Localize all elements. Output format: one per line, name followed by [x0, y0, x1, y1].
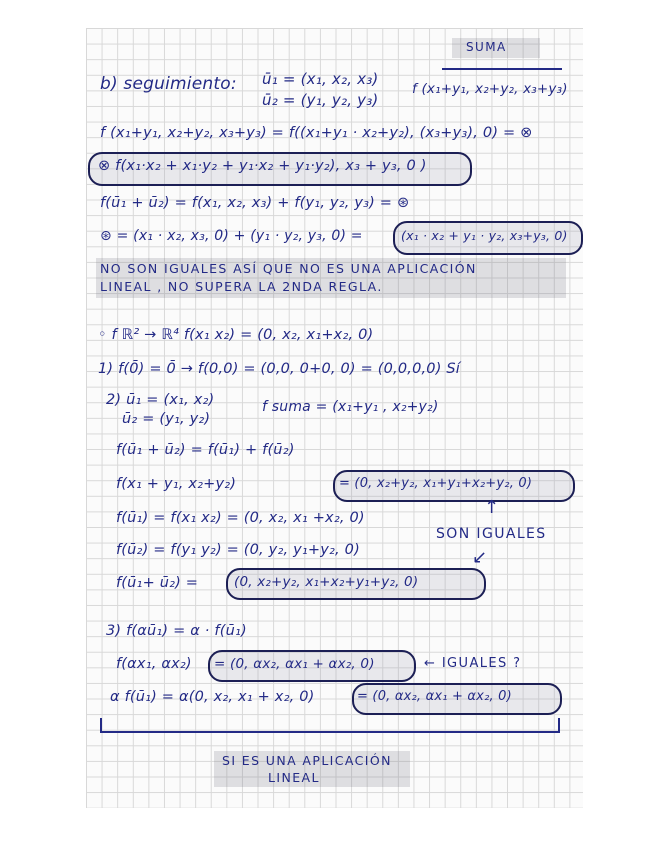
rule-1: 1) f(0̄) = 0̄ → f(0,0) = (0,0, 0+0, 0) = (0,0,0,0) Sí: [98, 361, 461, 377]
closing-bracket-line: [100, 731, 560, 733]
right-margin: [583, 0, 655, 848]
rule-3-rhs-result: = (0, αx₂, αx₁ + αx₂, 0): [357, 689, 512, 704]
part-b-line-4-boxed: (x₁ · x₂ + y₁ · y₂, x₃+y₃, 0): [401, 228, 568, 243]
suma-underline: [442, 68, 562, 70]
part-b-line-4-left: ⊛ = (x₁ · x₂, x₃, 0) + (y₁ · y₂, y₃, 0) =: [100, 228, 363, 244]
rule-2-suma: f suma = (x₁+y₁ , x₂+y₂): [262, 399, 439, 415]
rule-2-u2: ū₂ = (y₁, y₂): [122, 411, 211, 427]
suma-result: f (x₁+y₁, x₂+y₂, x₃+y₃): [412, 81, 568, 97]
section-label: b) seguimiento:: [100, 74, 237, 94]
f-u2-line: f(ū₂) = f(y₁ y₂) = (0, y₂, y₁+y₂, 0): [116, 542, 360, 558]
rule-2-lhs: f(x₁ + y₁, x₂+y₂): [116, 476, 237, 492]
closing-bracket-right: [558, 718, 560, 733]
u2-definition: ū₂ = (y₁, y₂, y₃): [262, 91, 379, 109]
arrow-up: ↑: [484, 497, 500, 518]
iguales-question: ← IGUALES ?: [424, 656, 522, 671]
rule-3-rhs-left: α f(ū₁) = α(0, x₂, x₁ + x₂, 0): [110, 689, 315, 705]
left-margin: [0, 0, 86, 848]
u1-definition: ū₁ = (x₁, x₂, x₃): [262, 70, 379, 88]
arrow-down: ↙: [472, 547, 488, 568]
son-iguales-note: SON IGUALES: [436, 526, 547, 542]
rule-3: 3) f(αū₁) = α · f(ū₁): [106, 623, 247, 639]
f-u1-line: f(ū₁) = f(x₁ x₂) = (0, x₂, x₁ +x₂, 0): [116, 510, 365, 526]
top-margin: [0, 0, 655, 28]
bottom-margin: [0, 808, 655, 848]
part-b-line-3: f(ū₁ + ū₂) = f(x₁, x₂, x₃) + f(y₁, y₂, y₃) = ⊛: [100, 195, 410, 211]
final-line-2: LINEAL: [268, 770, 320, 785]
rule-3-lhs: f(αx₁, αx₂): [116, 656, 192, 672]
f-sum-result: (0, x₂+y₂, x₁+x₂+y₁+y₂, 0): [234, 574, 419, 590]
conclusion-line-2: LINEAL , NO SUPERA LA 2NDA REGLA.: [100, 279, 383, 294]
part-b-line-2: ⊗ f(x₁·x₂ + x₁·y₂ + y₁·x₂ + y₁·y₂), x₃ + y₃, 0 ): [98, 158, 427, 174]
map-definition: ◦ f ℝ² → ℝ⁴ f(x₁ x₂) = (0, x₂, x₁+x₂, 0): [98, 327, 374, 343]
closing-bracket-left: [100, 718, 102, 733]
rule-3-lhs-result: = (0, αx₂, αx₁ + αx₂, 0): [214, 656, 375, 672]
suma-tag: SUMA: [466, 40, 507, 54]
rule-2-u1: 2) ū₁ = (x₁, x₂): [106, 392, 215, 408]
conclusion-line-1: NO SON IGUALES ASÍ QUE NO ES UNA APLICACIÓN: [100, 261, 477, 276]
rule-2-equation: f(ū₁ + ū₂) = f(ū₁) + f(ū₂): [116, 442, 295, 458]
part-b-line-1: f (x₁+y₁, x₂+y₂, x₃+y₃) = f((x₁+y₁ · x₂+y₂), (x₃+y₃), 0) = ⊗: [100, 125, 533, 141]
f-sum-left: f(ū₁+ ū₂) =: [116, 575, 199, 591]
final-line-1: SI ES UNA APLICACIÓN: [222, 753, 392, 768]
rule-2-lhs-result: = (0, x₂+y₂, x₁+y₁+x₂+y₂, 0): [339, 476, 533, 491]
